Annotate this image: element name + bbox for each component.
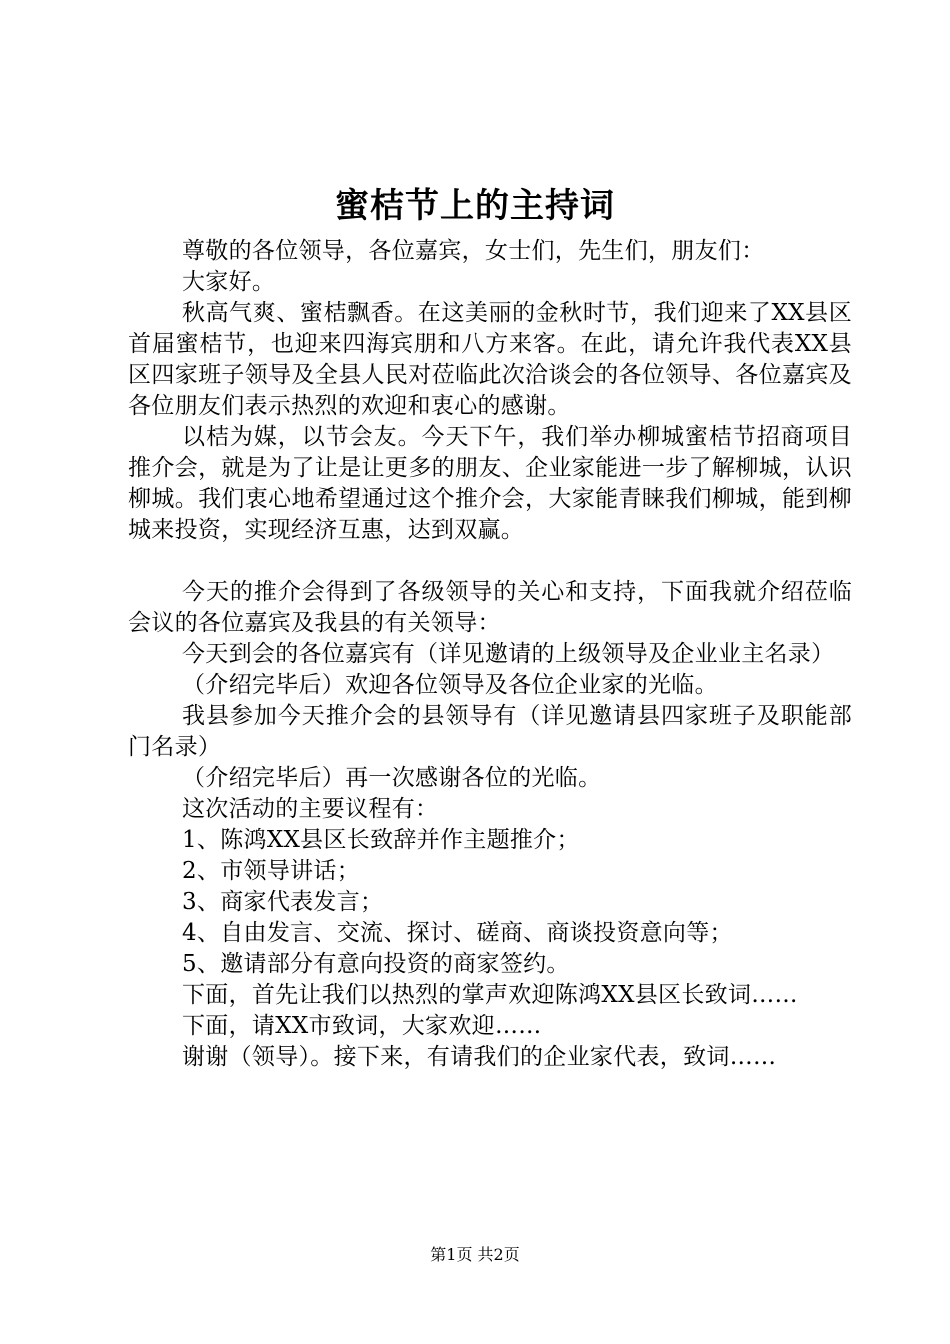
page-footer: 第1页 共2页 [430,1245,520,1264]
paragraph-city-speech: 下面，请XX市致词，大家欢迎…… [182,1013,542,1039]
paragraph-guests: 今天到会的各位嘉宾有（详见邀请的上级领导及企业业主名录） [182,641,835,667]
agenda-item-5: 5、邀请部分有意向投资的商家签约。 [182,951,570,977]
paragraph-entrepreneur-speech: 谢谢（领导）。接下来，有请我们的企业家代表，致词…… [182,1044,777,1070]
paragraph-first-speech: 下面，首先让我们以热烈的掌声欢迎陈鸿XX县区长致词…… [182,982,798,1008]
paragraph-greeting: 尊敬的各位领导，各位嘉宾，女士们，先生们，朋友们： [182,238,765,264]
document-body [128,236,852,1073]
blank-line [128,546,852,577]
agenda-item-4: 4、自由发言、交流、探讨、磋商、商谈投资意向等； [182,920,733,946]
paragraph-introduction: 今天的推介会得到了各级领导的关心和支持，下面我就介绍莅临会议的各位嘉宾及我县的有关领导： [128,579,852,636]
paragraph-agenda-heading: 这次活动的主要议程有： [182,796,439,822]
document-title: 蜜桔节上的主持词 [335,186,615,226]
agenda-item-2: 2、市领导讲话； [182,858,361,884]
paragraph-purpose: 以桔为媒，以节会友。今天下午，我们举办柳城蜜桔节招商项目推介会，就是为了让是让更多的朋友、企业家能进一步了解柳城，认识柳城。我们衷心地希望通过这个推介会，大家能青睐我们柳城，能到柳城来投资，实现经济互惠，达到双赢。 [128,424,852,543]
paragraph-hello: 大家好。 [182,269,276,295]
agenda-item-3: 3、商家代表发言； [182,889,384,915]
paragraph-welcome-guests: （介绍完毕后）欢迎各位领导及各位企业家的光临。 [182,672,718,698]
paragraph-welcome: 秋高气爽、蜜桔飘香。在这美丽的金秋时节，我们迎来了XX县区首届蜜桔节，也迎来四海宾朋和八方来客。在此，请允许我代表XX县区四家班子领导及全县人民对莅临此次洽谈会的各位领导、各位嘉宾及各位朋友们表示热烈的欢迎和衷心的感谢。 [128,300,852,419]
paragraph-thanks: （介绍完毕后）再一次感谢各位的光临。 [182,765,602,791]
paragraph-county-leaders: 我县参加今天推介会的县领导有（详见邀请县四家班子及职能部门名录） [128,703,852,760]
agenda-item-1: 1、陈鸿XX县区长致辞并作主题推介； [182,827,580,853]
